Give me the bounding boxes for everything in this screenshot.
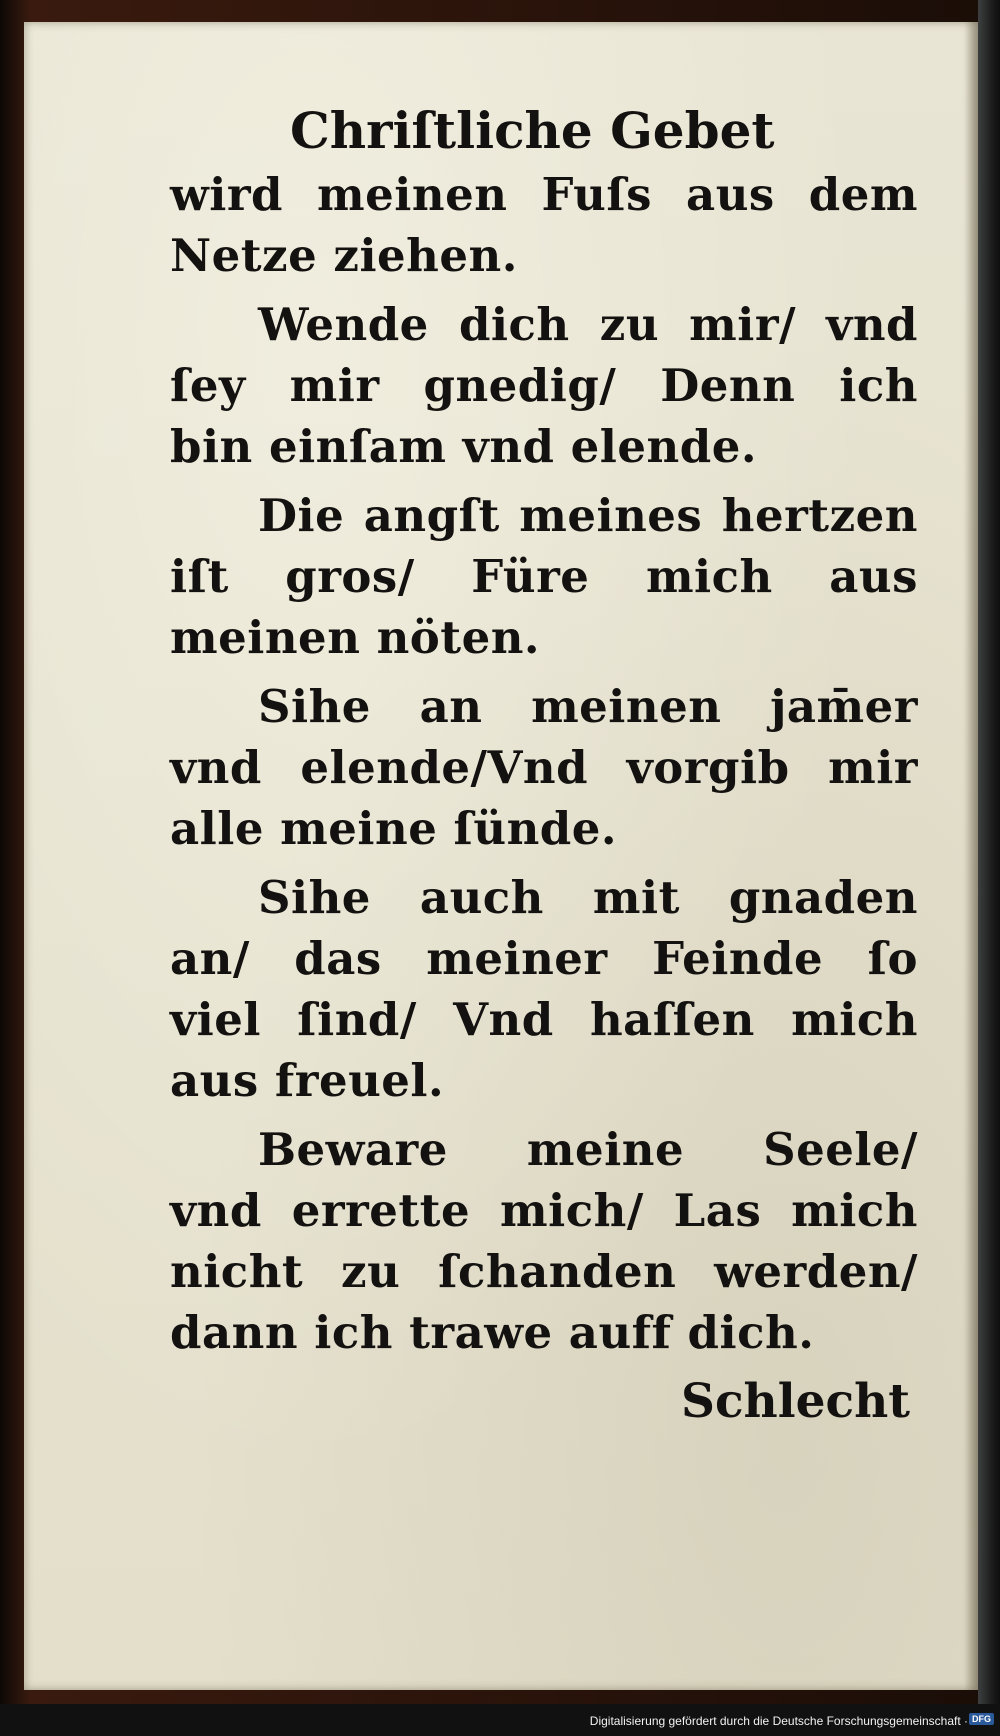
paragraph	[170, 485, 918, 668]
digitization-footer	[0, 1704, 1000, 1736]
dfg-logo-badge: DFG	[969, 1713, 994, 1725]
text-line: viel ſind/ Vnd haſſen mich	[170, 993, 918, 1046]
text-line: Beware meine Seele/	[258, 1123, 918, 1176]
paragraph	[170, 294, 918, 477]
text-line: bin einſam vnd elende.	[170, 420, 758, 473]
page-text	[170, 100, 918, 1433]
page-fold-shadow	[964, 22, 978, 1690]
text-line: Die angſt meines hertzen	[258, 489, 918, 542]
text-line: wird meinen Fuſs aus dem	[170, 168, 918, 221]
text-line: nicht zu ſchanden werden/	[170, 1245, 918, 1298]
text-line: Sihe an meinen jam̄er	[258, 680, 918, 733]
text-line: Netze ziehen.	[170, 229, 518, 282]
text-line: alle meine ſünde.	[170, 802, 618, 855]
text-line: dann ich trawe auff dich.	[170, 1306, 815, 1359]
text-line: vnd errette mich/ Las mich	[170, 1184, 918, 1237]
running-header: Chriſtliche Gebet	[290, 101, 775, 160]
paragraph	[170, 867, 918, 1111]
book-edge	[978, 0, 1000, 1736]
paragraph	[170, 164, 918, 286]
text-line: iſt gros/ Füre mich aus	[170, 550, 918, 603]
paragraph	[170, 1119, 918, 1363]
text-line: ſey mir gnedig/ Denn ich	[170, 359, 918, 412]
paragraph	[170, 676, 918, 859]
catchword: Schlecht	[681, 1374, 910, 1429]
text-line: Sihe auch mit gnaden	[258, 871, 918, 924]
text-line: meinen nöten.	[170, 611, 541, 664]
text-line: an/ das meiner Feinde ſo	[170, 932, 918, 985]
text-line: vnd elende/Vnd vorgib mir	[170, 741, 918, 794]
text-line: Wende dich zu mir/ vnd	[258, 298, 918, 351]
footer-credit: Digitalisierung gefördert durch die Deutsche Forschungsgemeinschaft ·	[589, 1714, 968, 1728]
text-line: aus freuel.	[170, 1054, 445, 1107]
